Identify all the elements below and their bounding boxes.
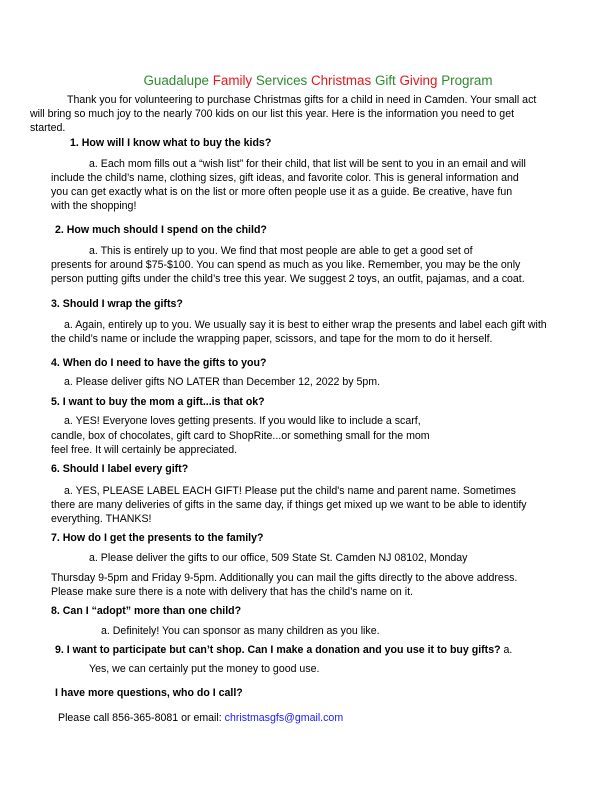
faq-answer-4-line: a. Please deliver gifts NO LATER than December 12, 2022 by 5pm. xyxy=(64,376,381,388)
faq-answer-6-line: there are many deliveries of gifts in the same day, if things get mixed up we want to be able to identify xyxy=(51,499,527,511)
faq-answer-7-line: Thursday 9-5pm and Friday 9-5pm. Additionally you can mail the gifts directly to the above address. xyxy=(51,572,518,584)
faq-question-5: 5. I want to buy the mom a gift...is that ok? xyxy=(51,396,265,408)
faq-question-6: 6. Should I label every gift? xyxy=(51,463,189,475)
faq-question-4: 4. When do I need to have the gifts to you? xyxy=(51,357,267,369)
faq-answer-5-line: candle, box of chocolates, gift card to ShopRite...or something small for the mom xyxy=(51,430,430,442)
title-word: Giving xyxy=(399,73,442,88)
faq-question-1: 1. How will I know what to buy the kids? xyxy=(70,137,272,149)
faq-question-2: 2. How much should I spend on the child? xyxy=(55,224,267,236)
page-title xyxy=(0,73,612,89)
intro-line: Thank you for volunteering to purchase Christmas gifts for a child in need in Camden. Your small act xyxy=(67,94,537,106)
faq-question-7: 7. How do I get the presents to the family? xyxy=(51,532,264,544)
faq-answer-8-line: a. Definitely! You can sponsor as many children as you like. xyxy=(101,625,380,637)
faq-answer-3-line: the child’s name or include the wrapping paper, scissors, and tape for the mom to do it herself. xyxy=(51,333,493,345)
title-word: Gift xyxy=(374,73,400,88)
faq-answer-1-line: include the child’s name, clothing sizes, gift ideas, and favorite color. This is general information and xyxy=(51,172,519,184)
faq-answer-6-line: everything. THANKS! xyxy=(51,513,152,525)
faq-question-3: 3. Should I wrap the gifts? xyxy=(51,298,183,310)
faq-answer-7-line: a. Please deliver the gifts to our office, 509 State St. Camden NJ 08102, Monday xyxy=(89,552,468,564)
title-word: Guadalupe xyxy=(143,73,213,88)
faq-answer-5-line: feel free. It will certainly be appreciated. xyxy=(51,444,238,456)
contact-heading: I have more questions, who do I call? xyxy=(55,687,243,699)
email-link[interactable]: christmasgfs@gmail.com xyxy=(224,712,344,724)
faq-answer-6-line: a. YES, PLEASE LABEL EACH GIFT! Please put the child's name and parent name. Sometimes xyxy=(64,485,516,497)
title-word: Family xyxy=(212,73,256,88)
faq-answer-7-line: Please make sure there is a note with delivery that has the child’s name on it. xyxy=(51,586,413,598)
faq-question-9: 9. I want to participate but can’t shop. Can I make a donation and you use it to buy gifts? xyxy=(55,644,501,656)
title-word: Services xyxy=(255,73,311,88)
faq-answer-1-line: with the shopping! xyxy=(51,200,137,212)
intro-line: started. xyxy=(30,122,66,134)
contact-text: Please call 856-365-8081 or email: xyxy=(58,712,225,724)
faq-answer-1-line: you can get exactly what is on the list or more often people use it as a guide. Be creative, have fun xyxy=(51,186,513,198)
contact-line xyxy=(58,712,343,725)
faq-question-8: 8. Can I “adopt” more than one child? xyxy=(51,605,242,617)
faq-answer-5-line: a. YES! Everyone loves getting presents. If you would like to include a scarf, xyxy=(64,415,421,427)
title-word: Christmas xyxy=(310,73,375,88)
intro-line: will bring so much joy to the nearly 700 kids on our list this year. Here is the information you need to get xyxy=(30,108,515,120)
faq-answer-2-line: a. This is entirely up to you. We find that most people are able to get a good set of xyxy=(89,245,473,257)
faq-answer-1-line: a. Each mom fills out a “wish list” for their child, that list will be sent to you in an email and will xyxy=(89,158,526,170)
faq-answer-2-line: presents for around $75-$100. You can spend as much as you like. Remember, you may be the only xyxy=(51,259,521,271)
faq-question-9-line xyxy=(55,644,512,657)
faq-answer-2-line: person putting gifts under the child’s tree this year. We suggest 2 toys, an outfit, pajamas, and a coat. xyxy=(51,273,525,285)
faq-answer-9-line: Yes, we can certainly put the money to good use. xyxy=(89,663,320,675)
faq-answer-3-line: a. Again, entirely up to you. We usually say it is best to either wrap the presents and label each gift with xyxy=(64,319,547,331)
faq-question-9-tail: a. xyxy=(500,644,513,656)
title-word: Program xyxy=(441,73,493,88)
